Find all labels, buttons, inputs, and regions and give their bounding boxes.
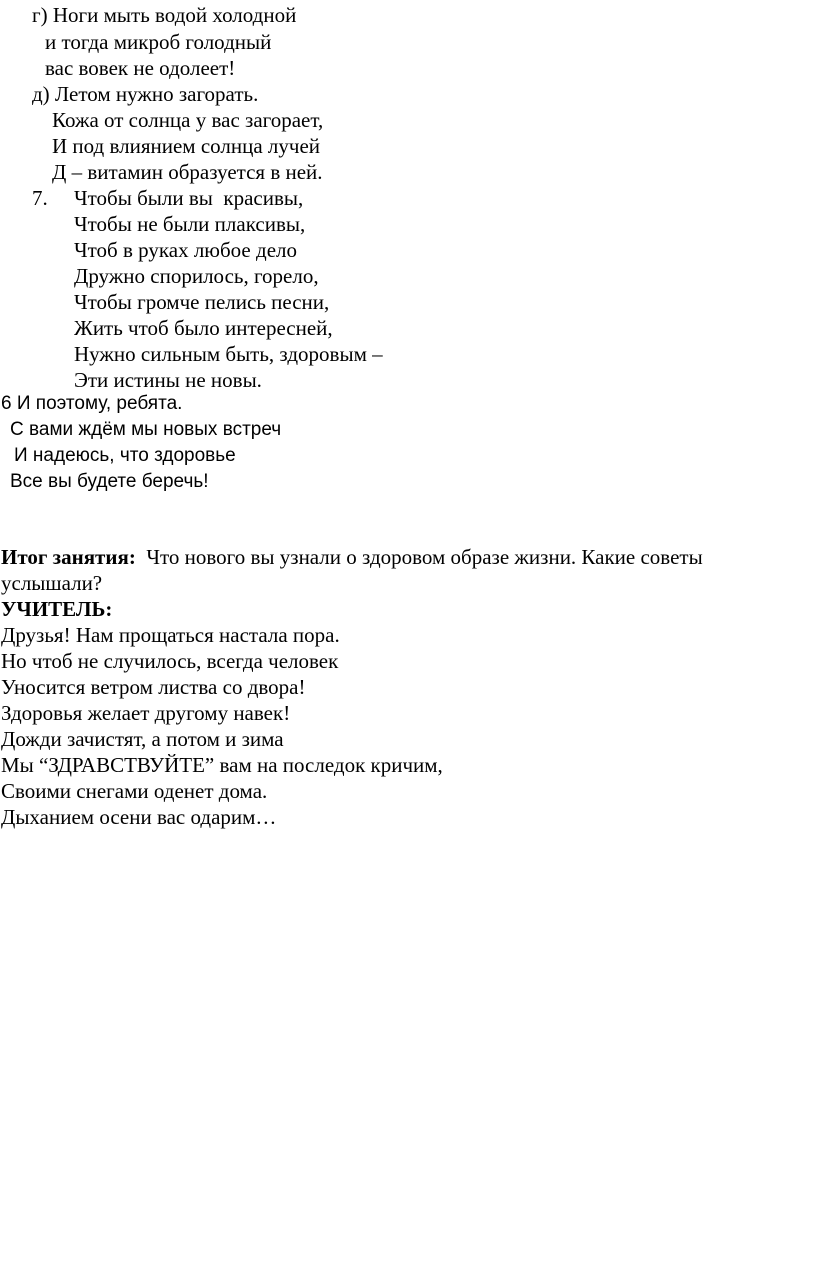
verse-d-line-1: д) Летом нужно загорать. [32, 82, 259, 106]
verse-7-line: Эти истины не новы. [74, 368, 262, 392]
verse-d-line-3: И под влиянием солнца лучей [52, 134, 321, 158]
teacher-line: Друзья! Нам прощаться настала пора. [1, 623, 340, 647]
summary-line-2: услышали? [1, 571, 103, 595]
teacher-line: Уносится ветром листва со двора! [1, 675, 306, 699]
verse-g-line-3: вас вовек не одолеет! [45, 56, 236, 80]
teacher-line: Здоровья желает другому навек! [1, 701, 291, 725]
verse-7-line: Чтоб в руках любое дело [74, 238, 297, 262]
verse-7-line: Дружно спорилось, горело, [74, 264, 319, 288]
verse-7-line: Жить чтоб было интересней, [74, 316, 333, 340]
verse-6-line: Все вы будете беречь! [10, 471, 209, 492]
teacher-line: Дыханием осени вас одарим… [1, 805, 277, 829]
verse-7-line: Чтобы не были плаксивы, [74, 212, 306, 236]
teacher-line: Но чтоб не случилось, всегда человек [1, 649, 339, 673]
teacher-line: Мы “ЗДРАВСТВУЙТЕ” вам на последок кричим, [1, 753, 443, 777]
summary-text: Что нового вы узнали о здоровом образе жизни. Какие советы [146, 545, 703, 569]
teacher-line: Своими снегами оденет дома. [1, 779, 268, 803]
verse-d-line-4: Д – витамин образуется в ней. [52, 160, 323, 184]
verse-7-line: Чтобы были вы красивы, [74, 186, 304, 210]
verse-d-line-2: Кожа от солнца у вас загорает, [52, 108, 324, 132]
verse-g-line-2: и тогда микроб голодный [45, 30, 272, 54]
verse-7-line: Чтобы громче пелись песни, [74, 290, 330, 314]
summary-label: Итог занятия: [1, 545, 136, 569]
teacher-label: УЧИТЕЛЬ: [1, 597, 113, 621]
verse-7-line: Нужно сильным быть, здоровым – [74, 342, 383, 366]
verse-6-line: 6 И поэтому, ребята. [1, 393, 183, 414]
verse-g-line-1: г) Ноги мыть водой холодной [32, 3, 297, 27]
verse-6-line: С вами ждём мы новых встреч [10, 419, 282, 440]
summary-line-1 [1, 544, 703, 570]
verse-7-number: 7. [32, 186, 48, 210]
teacher-line: Дожди зачистят, а потом и зима [1, 727, 284, 751]
verse-6-line: И надеюсь, что здоровье [14, 445, 236, 466]
